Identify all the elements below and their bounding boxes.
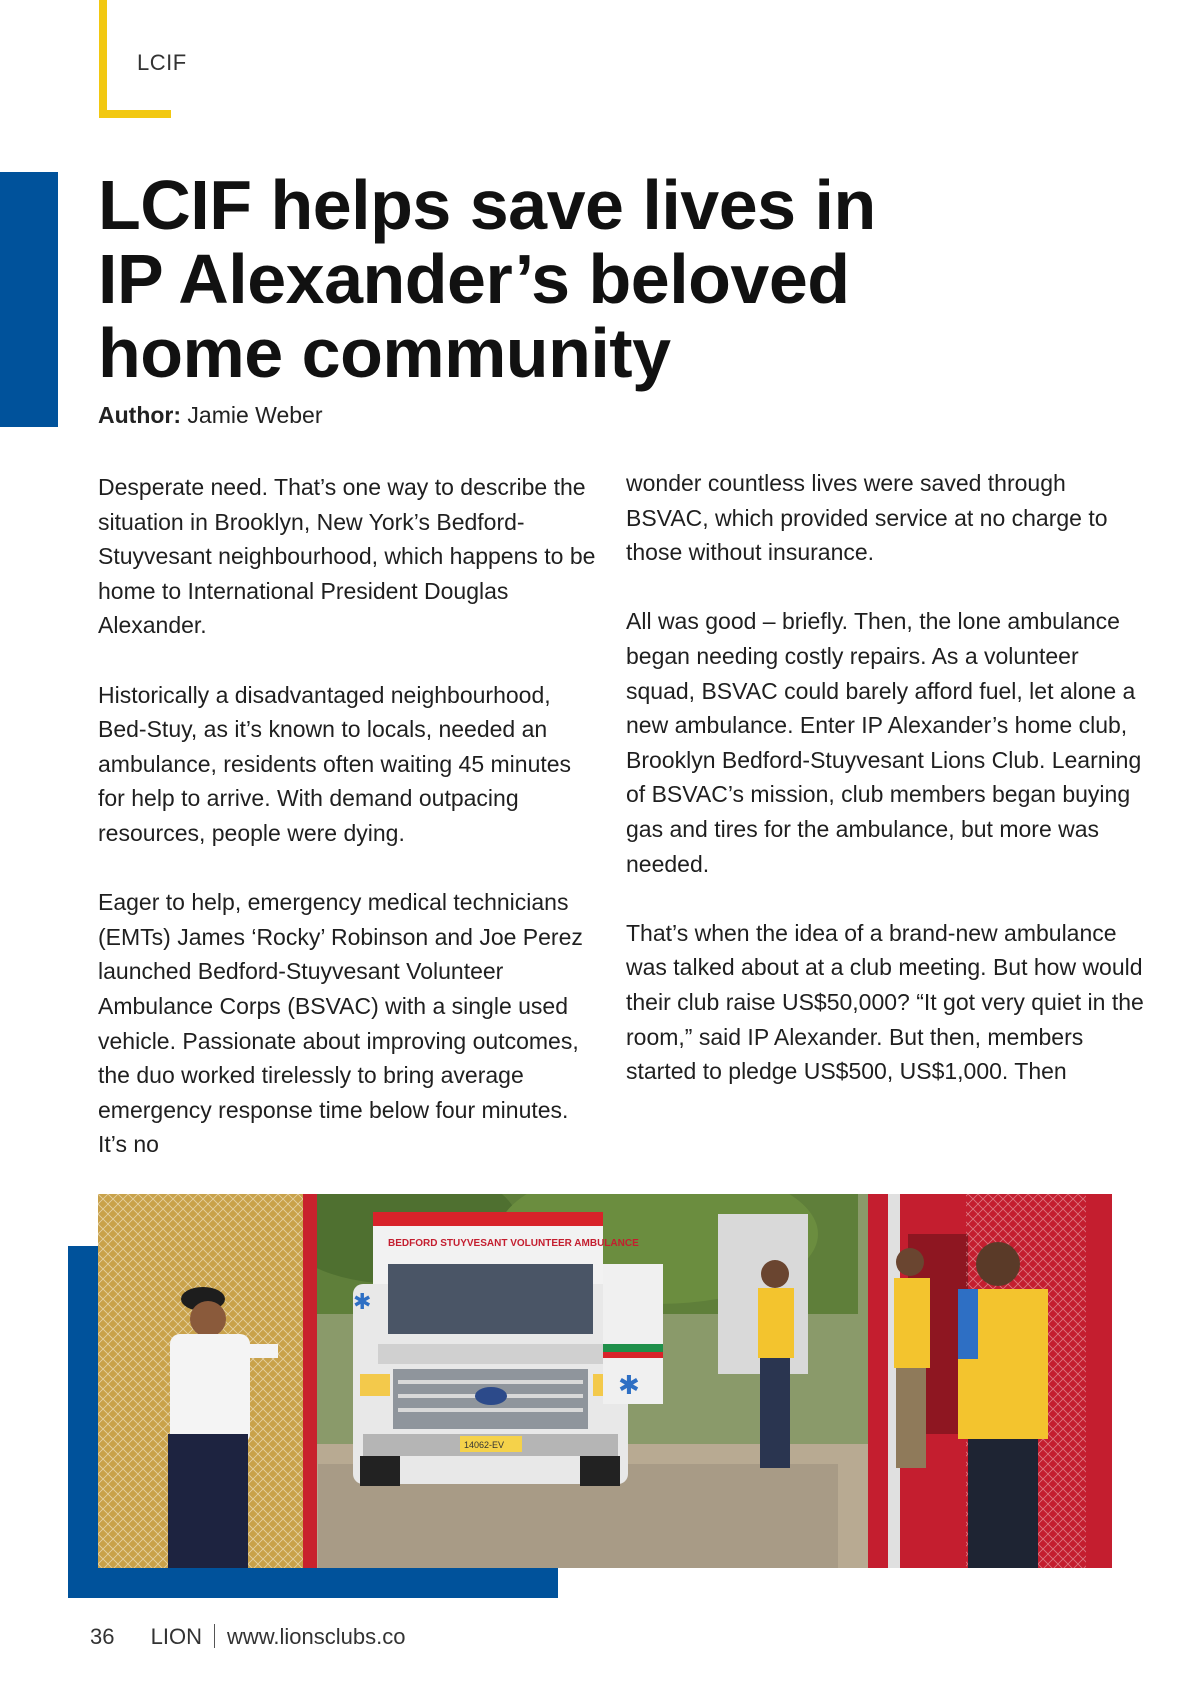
svg-text:✱: ✱ — [353, 1290, 372, 1315]
author-label: Author: — [98, 402, 182, 428]
article-column-left — [98, 470, 598, 1196]
author-byline — [98, 402, 323, 429]
title-line: IP Alexander’s beloved — [98, 240, 850, 318]
corner-accent-horizontal — [99, 110, 171, 118]
page-footer — [90, 1624, 405, 1650]
section-label: LCIF — [137, 50, 187, 75]
author-name: Jamie Weber — [187, 402, 323, 428]
website-link[interactable]: www.lionsclubs.co — [226, 1624, 406, 1649]
body-paragraph: All was good – briefly. Then, the lone ambulance began needing costly repairs. As a volunteer squad, BSVAC could barely afford fuel, let alone a new ambulance. Enter IP Alexander’s home club, Brooklyn Bedford-Stuyvesant Lions Club. Learning of BSVAC’s mission, club members began buying gas and tires for the ambulance, but more was needed. — [626, 608, 1142, 877]
article-column-right — [626, 466, 1146, 1123]
body-paragraph: Eager to help, emergency medical technicians (EMTs) James ‘Rocky’ Robinson and Joe Perez launched Bedford-Stuyvesant Volunteer Ambulance Corps (BSVAC) with a single used vehicle. Passionate about improving outcomes, the duo worked tirelessly to bring average emergency response time below four minutes. It’s no — [98, 889, 583, 1158]
corner-accent-vertical — [99, 0, 107, 118]
body-paragraph: wonder countless lives were saved through BSVAC, which provided service at no charge to those without insurance. — [626, 470, 1108, 566]
article-title — [98, 168, 998, 390]
body-paragraph: Historically a disadvantaged neighbourhood, Bed-Stuy, as it’s known to locals, needed an ambulance, residents often waiting 45 minutes for help to arrive. With demand outpacing resources, people were dying. — [98, 681, 572, 846]
body-paragraph: Desperate need. That’s one way to describe the situation in Brooklyn, New York’s Bedford-Stuyvesant neighbourhood, which happens to be home to International President Douglas Alexander. — [98, 474, 596, 639]
title-line: LCIF helps save lives in — [98, 166, 876, 244]
footer-divider — [214, 1624, 215, 1648]
page-number: 36 — [90, 1624, 115, 1649]
license-plate: 14062-EV — [464, 1440, 505, 1450]
body-paragraph: That’s when the idea of a brand-new ambulance was talked about at a club meeting. But how would their club raise US$50,000? “It got very quiet in the room,” said IP Alexander. But then, members started to pledge US$500, US$1,000. Then — [626, 919, 1144, 1085]
svg-text:✱: ✱ — [618, 1371, 640, 1401]
ambulance-sign-text: BEDFORD STUYVESANT VOLUNTEER AMBULANCE — [388, 1238, 639, 1249]
ambulance-photo — [98, 1194, 1112, 1568]
publication-name: LION — [150, 1624, 202, 1649]
title-accent-bar — [0, 172, 58, 427]
title-line: home community — [98, 314, 671, 392]
